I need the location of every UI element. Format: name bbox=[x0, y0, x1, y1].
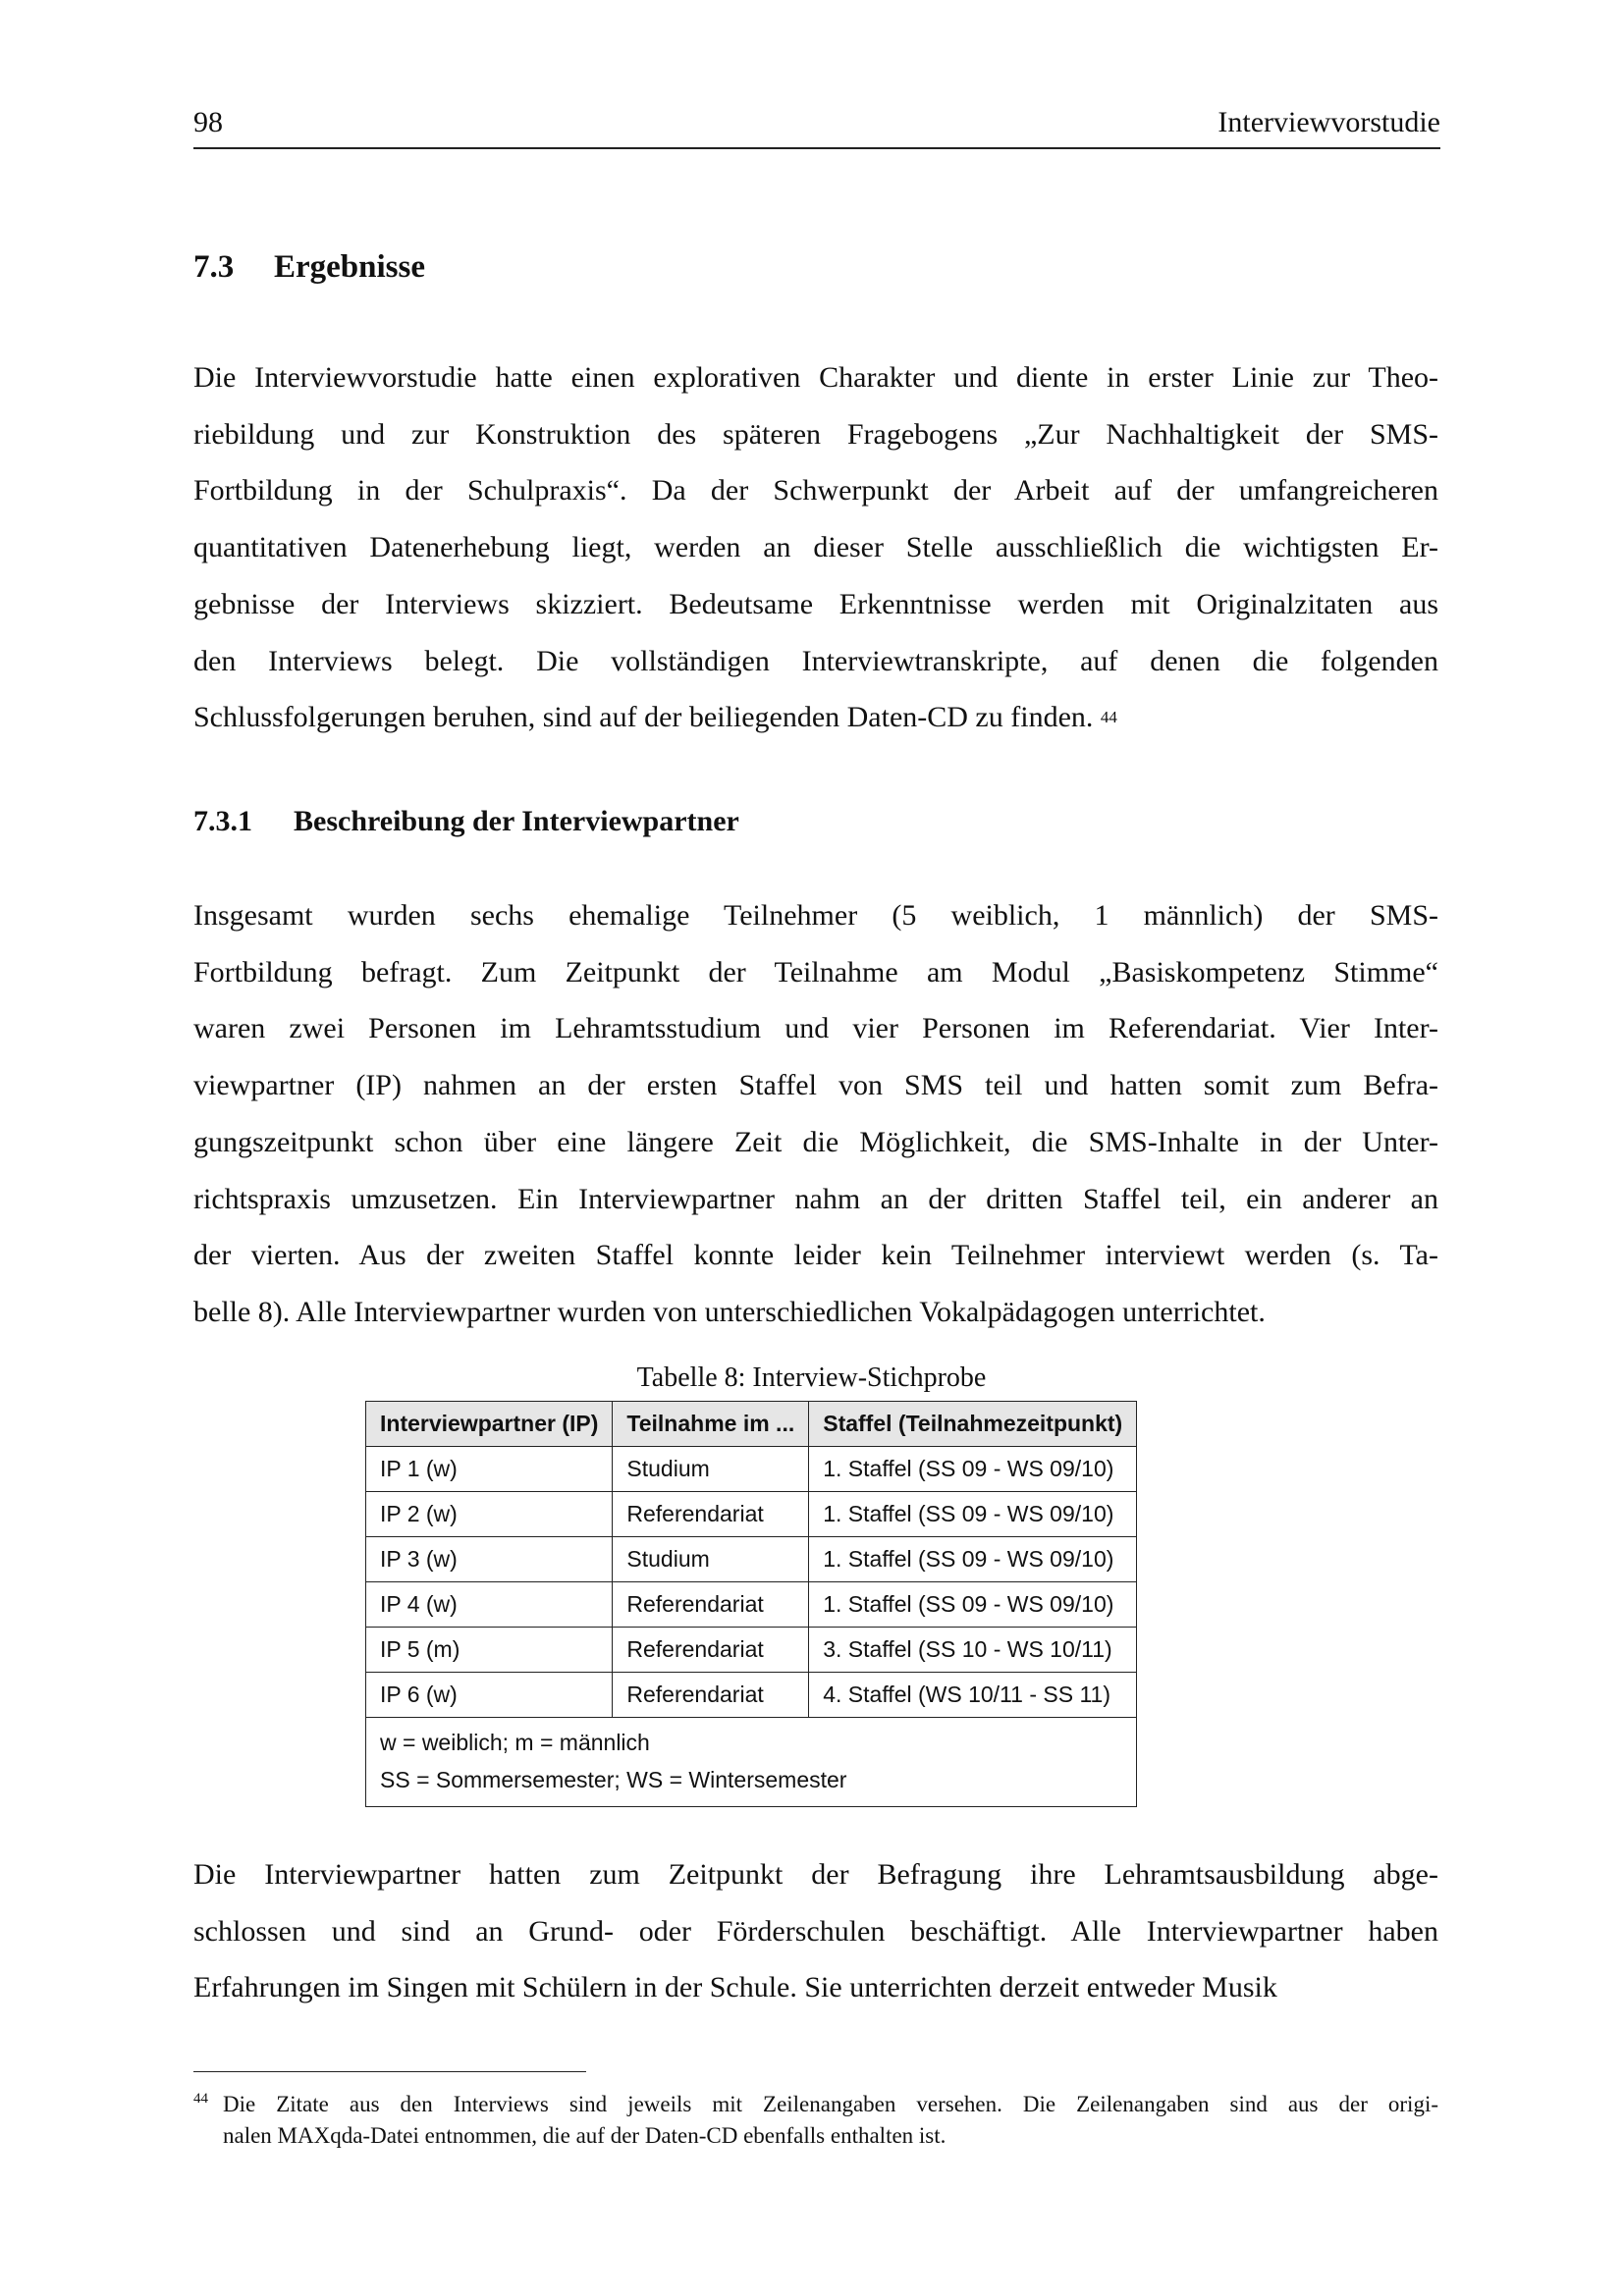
table-cell: Studium bbox=[613, 1537, 809, 1582]
text-line: waren zwei Personen im Lehramtsstudium und vier Personen im Referendariat. Vier Inter- bbox=[193, 1012, 1438, 1045]
text-line: gebnisse der Interviews skizziert. Bedeutsame Erkenntnisse werden mit Originalzitaten aus bbox=[193, 587, 1438, 620]
table-cell: 4. Staffel (WS 10/11 - SS 11) bbox=[809, 1673, 1137, 1718]
running-title: Interviewvorstudie bbox=[1217, 106, 1440, 138]
table-cell: 1. Staffel (SS 09 - WS 09/10) bbox=[809, 1447, 1137, 1492]
section-heading bbox=[193, 249, 425, 286]
text-line: der vierten. Aus der zweiten Staffel konnte leider kein Teilnehmer interviewt werden (s. Ta- bbox=[193, 1239, 1438, 1272]
footnote-rule bbox=[193, 2071, 586, 2072]
text-line: Fortbildung in der Schulpraxis“. Da der Schwerpunkt der Arbeit auf der umfangreicheren bbox=[193, 474, 1438, 507]
table-cell: 3. Staffel (SS 10 - WS 10/11) bbox=[809, 1628, 1137, 1673]
footnote bbox=[193, 2089, 1438, 2152]
page-number: 98 bbox=[193, 106, 223, 138]
footnote-number: 44 bbox=[193, 2091, 208, 2107]
table-cell: IP 1 (w) bbox=[366, 1447, 613, 1492]
column-header: Staffel (Teilnahmezeitpunkt) bbox=[809, 1402, 1137, 1447]
table-cell: 1. Staffel (SS 09 - WS 09/10) bbox=[809, 1492, 1137, 1537]
table-row bbox=[366, 1537, 1137, 1582]
column-header: Interviewpartner (IP) bbox=[366, 1402, 613, 1447]
text-line: schlossen und sind an Grund- oder Förderschulen beschäftigt. Alle Interviewpartner haben bbox=[193, 1914, 1438, 1948]
text-line: den Interviews belegt. Die vollständigen Interviewtranskripte, auf denen die folgenden bbox=[193, 644, 1438, 677]
column-header: Teilnahme im ... bbox=[613, 1402, 809, 1447]
table-cell: IP 6 (w) bbox=[366, 1673, 613, 1718]
text-line: Erfahrungen im Singen mit Schülern in der Schule. Sie unterrichten derzeit entweder Musik bbox=[193, 1971, 1277, 2004]
table-cell: Referendariat bbox=[613, 1628, 809, 1673]
text-line: Die Interviewvorstudie hatte einen explorativen Charakter und diente in erster Linie zur Theo- bbox=[193, 361, 1438, 394]
table-note: w = weiblich; m = männlich bbox=[380, 1730, 650, 1755]
table-cell: IP 2 (w) bbox=[366, 1492, 613, 1537]
text-line: Insgesamt wurden sechs ehemalige Teilnehmer (5 weiblich, 1 männlich) der SMS- bbox=[193, 899, 1438, 932]
table-cell: 1. Staffel (SS 09 - WS 09/10) bbox=[809, 1537, 1137, 1582]
footnote-text-continued: nalen MAXqda-Datei entnommen, die auf der Daten-CD ebenfalls enthalten ist. bbox=[223, 2123, 947, 2148]
subsection-heading bbox=[193, 805, 739, 838]
table-cell: IP 3 (w) bbox=[366, 1537, 613, 1582]
text-line: quantitativen Datenerhebung liegt, werden an dieser Stelle ausschließlich die wichtigsten Er- bbox=[193, 531, 1438, 564]
interview-sample-table bbox=[365, 1401, 1137, 1807]
subsection-number: 7.3.1 bbox=[193, 805, 252, 837]
text-line: belle 8). Alle Interviewpartner wurden von unterschiedlichen Vokalpädagogen unterrichtet. bbox=[193, 1295, 1266, 1328]
table-caption: Tabelle 8: Interview-Stichprobe bbox=[636, 1362, 987, 1393]
text-line: richtspraxis umzusetzen. Ein Interviewpartner nahm an der dritten Staffel teil, ein anderer an bbox=[193, 1182, 1438, 1215]
section-number: 7.3 bbox=[193, 249, 235, 285]
text-line: Schlussfolgerungen beruhen, sind auf der beiliegenden Daten-CD zu finden. bbox=[193, 701, 1094, 734]
table-row bbox=[366, 1673, 1137, 1718]
table-cell: Referendariat bbox=[613, 1582, 809, 1628]
header-rule bbox=[193, 147, 1440, 149]
footnote-text: Die Zitate aus den Interviews sind jeweils mit Zeilenangaben versehen. Die Zeilenangaben sind aus der origi- bbox=[223, 2092, 1438, 2116]
section-title: Ergebnisse bbox=[274, 249, 426, 285]
text-line: riebildung und zur Konstruktion des späteren Fragebogens „Zur Nachhaltigkeit der SMS- bbox=[193, 417, 1438, 451]
table-cell: Studium bbox=[613, 1447, 809, 1492]
table-cell: Referendariat bbox=[613, 1673, 809, 1718]
table-cell: 1. Staffel (SS 09 - WS 09/10) bbox=[809, 1582, 1137, 1628]
table-note: SS = Sommersemester; WS = Wintersemester bbox=[380, 1767, 847, 1792]
text-line: Fortbildung befragt. Zum Zeitpunkt der Teilnahme am Modul „Basiskompetenz Stimme“ bbox=[193, 955, 1438, 988]
table-cell: IP 4 (w) bbox=[366, 1582, 613, 1628]
subsection-title: Beschreibung der Interviewpartner bbox=[294, 805, 739, 837]
table-notes-row bbox=[366, 1718, 1137, 1807]
table-cell: Referendariat bbox=[613, 1492, 809, 1537]
text-line: Die Interviewpartner hatten zum Zeitpunkt der Befragung ihre Lehramtsausbildung abge- bbox=[193, 1858, 1438, 1891]
table-row bbox=[366, 1582, 1137, 1628]
footnote-reference[interactable]: 44 bbox=[1100, 708, 1117, 727]
table-row bbox=[366, 1447, 1137, 1492]
table-row bbox=[366, 1492, 1137, 1537]
text-line: viewpartner (IP) nahmen an der ersten Staffel von SMS teil und hatten somit zum Befra- bbox=[193, 1069, 1438, 1102]
table-cell: IP 5 (m) bbox=[366, 1628, 613, 1673]
text-line: gungszeitpunkt schon über eine längere Zeit die Möglichkeit, die SMS-Inhalte in der Unter- bbox=[193, 1125, 1438, 1158]
table-row bbox=[366, 1628, 1137, 1673]
table-notes bbox=[366, 1718, 1137, 1807]
